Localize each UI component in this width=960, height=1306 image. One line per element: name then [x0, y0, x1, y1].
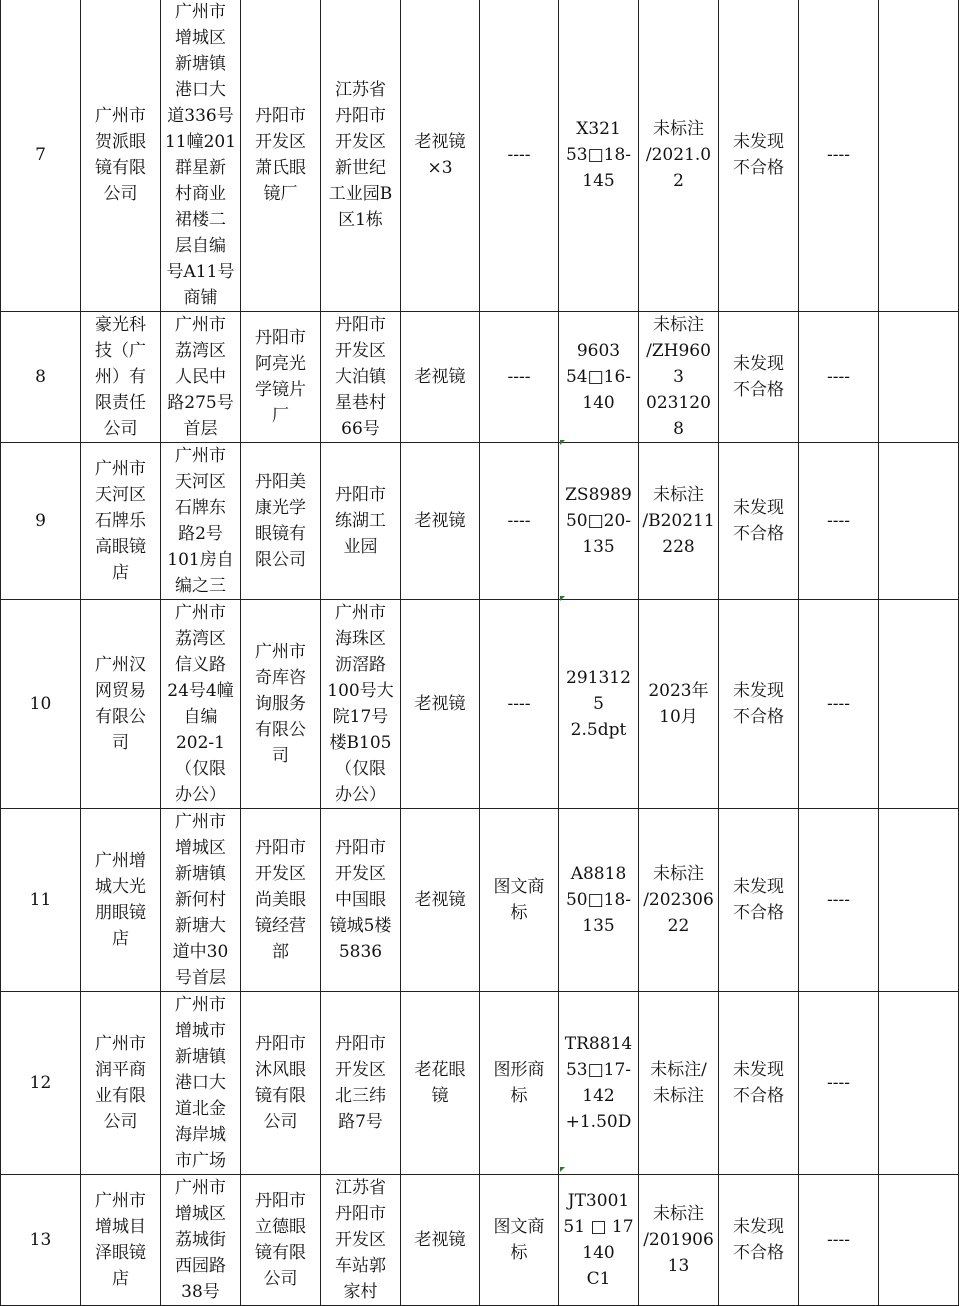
table-row	[1, 600, 959, 809]
product-cell: 老视镜	[401, 600, 480, 809]
maker-cell: 丹阳市 阿亮光 学镜片 厂	[241, 312, 321, 443]
cell-corner-marker	[560, 440, 565, 445]
row-no: 7	[1, 0, 81, 312]
product-cell: 老视镜	[401, 443, 480, 600]
model-cell: TR8814 53□17- 142 +1.50D	[559, 992, 639, 1175]
seller-cell: 广州市 贺派眼 镜有限 公司	[81, 0, 161, 312]
seller-cell: 广州市 天河区 石牌乐 高眼镜 店	[81, 443, 161, 600]
seller-address-cell: 广州市 增城区 新塘镇 新何村 新塘大 道中30 号首层	[161, 809, 241, 992]
seller-address-cell: 广州市 增城区 荔城街 西园路 38号	[161, 1175, 241, 1306]
row-no: 8	[1, 312, 81, 443]
seller-address-cell: 广州市 增城市 新塘镇 港口大 道北金 海岸城 市广场	[161, 992, 241, 1175]
row-no: 12	[1, 992, 81, 1175]
empty-cell	[879, 443, 959, 600]
seller-cell: 广州汉 网贸易 有限公 司	[81, 600, 161, 809]
trademark-cell: ----	[480, 443, 559, 600]
result-cell: 未发现 不合格	[719, 600, 799, 809]
maker-address-cell: 江苏省 丹阳市 开发区 车站郭 家村	[321, 1175, 401, 1306]
cell-corner-marker	[560, 596, 565, 601]
note-cell: ----	[799, 600, 879, 809]
model-cell: 2913125 2.5dpt	[559, 600, 639, 809]
maker-address-cell: 丹阳市 开发区 中国眼 镜城5楼 5836	[321, 809, 401, 992]
seller-address-cell: 广州市 荔湾区 信义路 24号4幢 自编 202-1 （仅限 办公）	[161, 600, 241, 809]
row-no: 11	[1, 809, 81, 992]
maker-address-cell: 丹阳市 练湖工 业园	[321, 443, 401, 600]
table-row	[1, 809, 959, 992]
product-cell: 老花眼 镜	[401, 992, 480, 1175]
model-cell: X321 53□18- 145	[559, 0, 639, 312]
trademark-cell: ----	[480, 0, 559, 312]
trademark-cell: ----	[480, 312, 559, 443]
batch-cell: 未标注 /201906 13	[639, 1175, 719, 1306]
seller-cell: 豪光科 技（广 州）有 限责任 公司	[81, 312, 161, 443]
maker-address-cell: 丹阳市 开发区 大泊镇 星巷村 66号	[321, 312, 401, 443]
seller-address-cell: 广州市 天河区 石牌东 路2号 101房自 编之三	[161, 443, 241, 600]
maker-cell: 丹阳美 康光学 眼镜有 限公司	[241, 443, 321, 600]
batch-cell: 未标注 /ZH9603 0231208	[639, 312, 719, 443]
seller-cell: 广州市 增城目 泽眼镜 店	[81, 1175, 161, 1306]
empty-cell	[879, 1175, 959, 1306]
note-cell: ----	[799, 443, 879, 600]
empty-cell	[879, 809, 959, 992]
maker-cell: 广州市 奇库咨 询服务 有限公 司	[241, 600, 321, 809]
seller-cell: 广州增 城大光 朋眼镜 店	[81, 809, 161, 992]
table-row	[1, 443, 959, 600]
model-cell: 9603 54□16- 140	[559, 312, 639, 443]
empty-cell	[879, 0, 959, 312]
maker-cell: 丹阳市 开发区 尚美眼 镜经营 部	[241, 809, 321, 992]
maker-address-cell: 丹阳市 开发区 北三纬 路7号	[321, 992, 401, 1175]
maker-cell: 丹阳市 沐风眼 镜有限 公司	[241, 992, 321, 1175]
product-cell: 老视镜	[401, 809, 480, 992]
maker-address-cell: 广州市 海珠区 沥滘路 100号大 院17号 楼B105 （仅限 办公）	[321, 600, 401, 809]
empty-cell	[879, 312, 959, 443]
maker-address-cell: 江苏省 丹阳市 开发区 新世纪 工业园B 区1栋	[321, 0, 401, 312]
batch-cell: 2023年 10月	[639, 600, 719, 809]
model-cell: ZS8989 50□20- 135	[559, 443, 639, 600]
result-cell: 未发现 不合格	[719, 992, 799, 1175]
note-cell: ----	[799, 809, 879, 992]
table-row	[1, 1175, 959, 1306]
model-cell: JT3001 51 □ 17 140 C1	[559, 1175, 639, 1306]
product-cell: 老视镜	[401, 1175, 480, 1306]
batch-cell: 未标注/ 未标注	[639, 992, 719, 1175]
note-cell: ----	[799, 312, 879, 443]
result-cell: 未发现 不合格	[719, 0, 799, 312]
result-cell: 未发现 不合格	[719, 1175, 799, 1306]
table-row	[1, 0, 959, 312]
empty-cell	[879, 600, 959, 809]
note-cell: ----	[799, 1175, 879, 1306]
maker-cell: 丹阳市 立德眼 镜有限 公司	[241, 1175, 321, 1306]
batch-cell: 未标注 /202306 22	[639, 809, 719, 992]
row-no: 10	[1, 600, 81, 809]
empty-cell	[879, 992, 959, 1175]
result-cell: 未发现 不合格	[719, 809, 799, 992]
trademark-cell: ----	[480, 600, 559, 809]
trademark-cell: 图形商 标	[480, 992, 559, 1175]
model-cell: A8818 50□18- 135	[559, 809, 639, 992]
batch-cell: 未标注 /2021.0 2	[639, 0, 719, 312]
product-cell: 老视镜	[401, 312, 480, 443]
note-cell: ----	[799, 0, 879, 312]
product-cell: 老视镜 ×3	[401, 0, 480, 312]
row-no: 9	[1, 443, 81, 600]
result-cell: 未发现 不合格	[719, 312, 799, 443]
result-cell: 未发现 不合格	[719, 443, 799, 600]
seller-address-cell: 广州市 荔湾区 人民中 路275号 首层	[161, 312, 241, 443]
seller-address-cell: 广州市 增城区 新塘镇 港口大 道336号 11幢201 群星新 村商业 裙楼二 层自编 号A11号 商铺	[161, 0, 241, 312]
note-cell: ----	[799, 992, 879, 1175]
maker-cell: 丹阳市 开发区 萧氏眼 镜厂	[241, 0, 321, 312]
table-row	[1, 992, 959, 1175]
seller-cell: 广州市 润平商 业有限 公司	[81, 992, 161, 1175]
trademark-cell: 图文商 标	[480, 809, 559, 992]
cell-corner-marker	[560, 1167, 565, 1172]
batch-cell: 未标注 /B20211 228	[639, 443, 719, 600]
trademark-cell: 图文商 标	[480, 1175, 559, 1306]
table-row	[1, 312, 959, 443]
row-no: 13	[1, 1175, 81, 1306]
